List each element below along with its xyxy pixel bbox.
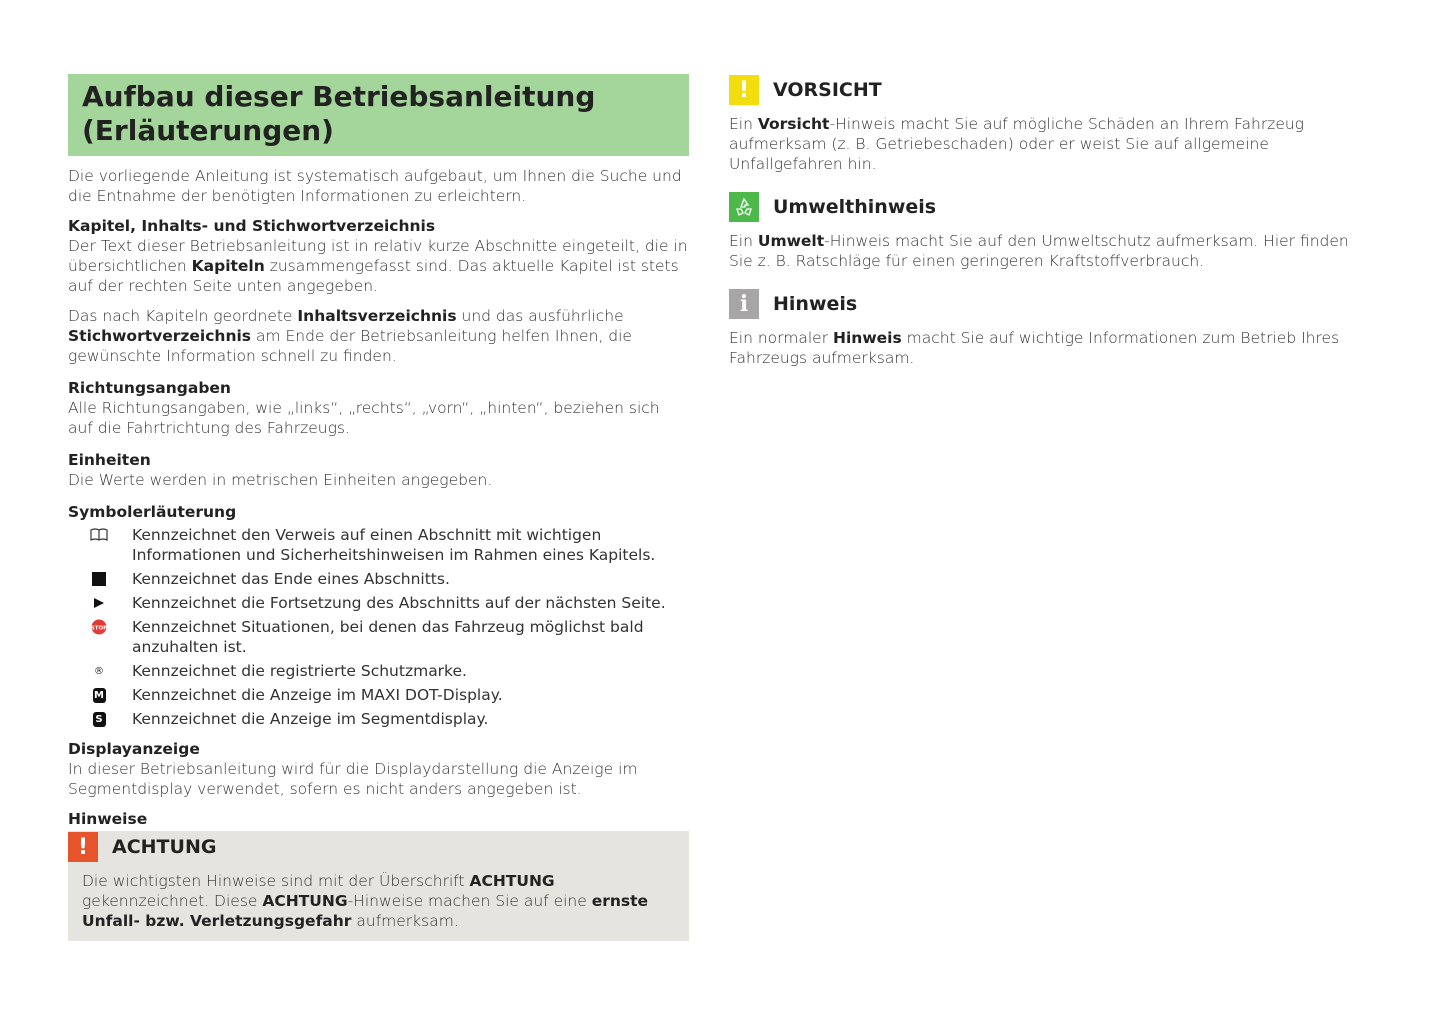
achtung-title: ACHTUNG [112, 836, 217, 858]
display-paragraph: In dieser Betriebsanleitung wird für die Displaydarstellung die Anzeige im Segmentdisplay verwendet, sofern es nicht anders angegeben ist. [68, 760, 638, 798]
left-column [68, 74, 689, 941]
kapitel-paragraph-2: Das nach Kapiteln geordnete Inhaltsverzeichnis und das ausführliche Stichwortverzeichnis am Ende der Betriebsanleitung helfen Ihnen, die gewünschte Information schnell zu finden. [68, 307, 632, 365]
hinweis-title: Hinweis [773, 293, 858, 315]
symbol-row [68, 709, 689, 729]
symbol-row [68, 685, 689, 705]
symbol-text: Kennzeichnet die registrierte Schutzmarke. [132, 662, 467, 680]
symbol-text: Kennzeichnet die Anzeige im MAXI DOT-Display. [132, 686, 503, 704]
richtung-heading: Richtungsangaben [68, 379, 231, 397]
section-title-box [68, 74, 689, 156]
caution-exclamation-icon: ! [729, 75, 759, 105]
symbol-row [68, 525, 689, 565]
m-display-icon: M [94, 689, 104, 701]
achtung-box [68, 831, 689, 941]
hinweis-block [729, 288, 1369, 368]
svg-text:STOP: STOP [91, 625, 107, 632]
book-icon [88, 525, 110, 545]
kapitel-heading: Kapitel, Inhalts- und Stichwortverzeichnis [68, 217, 436, 235]
einheiten-heading: Einheiten [68, 451, 151, 469]
intro-paragraph: Die vorliegende Anleitung ist systematisch aufgebaut, um Ihnen die Suche und die Entnahme der benötigten Informationen zu erleichtern. [68, 167, 682, 205]
symbole-heading: Symbolerläuterung [68, 503, 237, 521]
kapitel-paragraph-1: Der Text dieser Betriebsanleitung ist in relativ kurze Abschnitte eingeteilt, die in übersichtlichen Kapiteln zusammengefasst sind. Das aktuelle Kapitel ist stets auf der rechten Seite unten angegeben. [68, 237, 688, 295]
richtung-paragraph: Alle Richtungsangaben, wie „links“, „rechts“, „vorn“, „hinten“, beziehen sich auf die Fahrtrichtung des Fahrzeugs. [68, 399, 660, 437]
s-display-icon: S [88, 709, 110, 729]
umwelt-text: Ein Umwelt-Hinweis macht Sie auf den Umweltschutz aufmerksam. Hier finden Sie z. B. Ratschläge für einen geringeren Kraftstoffverbrauch. [729, 232, 1349, 270]
display-heading: Displayanzeige [68, 740, 200, 758]
stop-icon [88, 617, 110, 637]
achtung-body [68, 863, 689, 931]
hinweise-heading: Hinweise [68, 810, 148, 828]
registered-icon: ® [94, 665, 104, 677]
symbol-list [68, 525, 689, 729]
symbol-row [68, 661, 689, 681]
recycle-icon [729, 192, 759, 222]
symbol-text: Kennzeichnet den Verweis auf einen Abschnitt mit wichtigen Informationen und Sicherheitshinweisen im Rahmen eines Kapitels. [132, 526, 656, 564]
symbol-text: Kennzeichnet die Anzeige im Segmentdisplay. [132, 710, 489, 728]
info-icon: i [729, 289, 759, 319]
symbol-text: Kennzeichnet Situationen, bei denen das Fahrzeug möglichst bald anzuhalten ist. [132, 618, 644, 656]
symbol-text: Kennzeichnet die Fortsetzung des Abschnitts auf der nächsten Seite. [132, 594, 666, 612]
square-icon [88, 569, 110, 589]
vorsicht-title: VORSICHT [773, 79, 882, 101]
achtung-header [68, 831, 689, 863]
page-title: Aufbau dieser Betriebsanleitung (Erläuterungen) [82, 80, 596, 147]
right-column [729, 74, 1369, 385]
hinweis-text: Ein normaler Hinweis macht Sie auf wichtige Informationen zum Betrieb Ihres Fahrzeugs aufmerksam. [729, 329, 1340, 367]
einheiten-paragraph: Die Werte werden in metrischen Einheiten angegeben. [68, 471, 493, 489]
vorsicht-text: Ein Vorsicht-Hinweis macht Sie auf mögliche Schäden an Ihrem Fahrzeug aufmerksam (z. B. Getriebeschaden) oder er weist Sie auf allgemeine Unfallgefahren hin. [729, 115, 1304, 173]
symbol-row [68, 617, 689, 657]
vorsicht-block [729, 74, 1369, 174]
symbol-row [68, 593, 689, 613]
umwelt-title: Umwelthinweis [773, 196, 937, 218]
symbol-text: Kennzeichnet das Ende eines Abschnitts. [132, 570, 450, 588]
triangle-right-icon [88, 593, 110, 613]
umwelt-block [729, 191, 1369, 271]
warning-exclamation-icon: ! [68, 832, 98, 862]
achtung-text: Die wichtigsten Hinweise sind mit der Überschrift ACHTUNG gekennzeichnet. Diese ACHTUNG-Hinweise machen Sie auf eine ernste Unfall- bzw. Verletzungsgefahr aufmerksam. [82, 872, 649, 930]
symbol-row [68, 569, 689, 589]
